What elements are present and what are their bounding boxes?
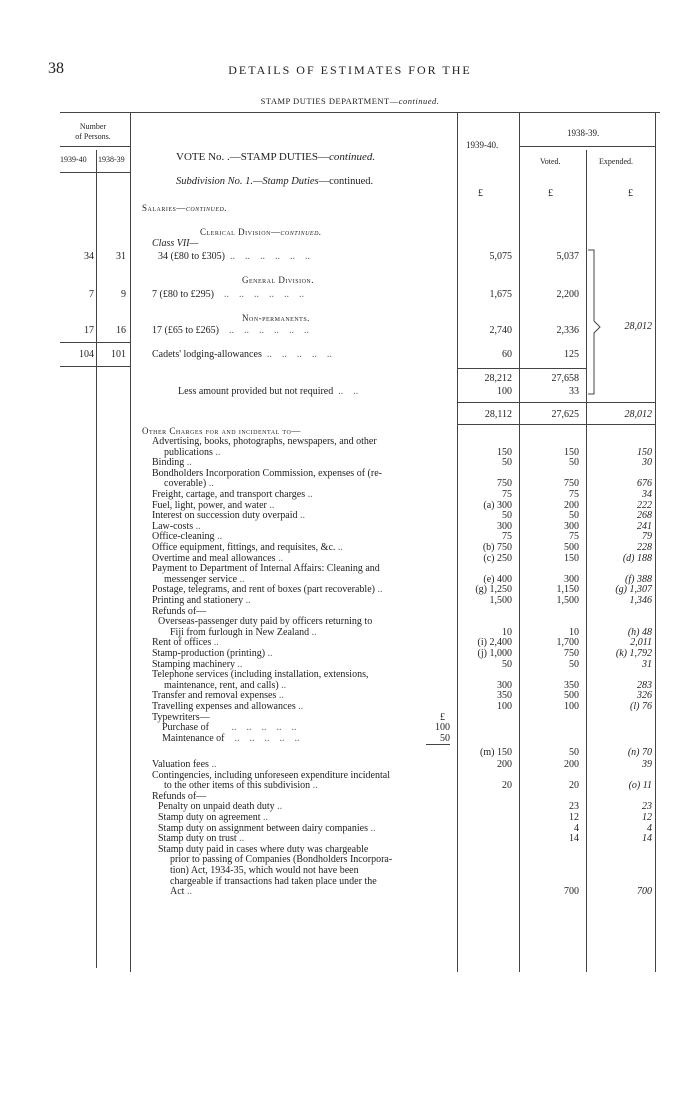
salaries-heading: Salaries—continued. [142, 203, 228, 213]
charge2-voted-0: 200 [564, 759, 579, 770]
charge-est-16: 50 [502, 658, 512, 670]
charge-label-6-0: Law-costs .. [152, 520, 201, 532]
charge-exp-15: (k) 1,792 [615, 648, 652, 659]
charge-exp-7: 79 [642, 531, 652, 543]
charge-est-8: (b) 750 [482, 542, 512, 553]
charge-est-7: 75 [502, 531, 512, 543]
staff-34-voted: 5,037 [556, 251, 579, 262]
charge2-voted-4: 4 [574, 822, 579, 834]
charge-label-5-0: Interest on succession duty overpaid .. [152, 510, 306, 522]
charge2-exp-0: 39 [642, 759, 652, 770]
typewriters-purchase: Purchase of .. .. .. .. .. [162, 722, 297, 734]
charge2-exp-6: 700 [637, 886, 652, 898]
charge-exp-5: 268 [637, 510, 652, 522]
page-number: 38 [48, 60, 64, 77]
prev-rule [519, 146, 655, 147]
charge-label-14-0: Rent of offices .. [152, 637, 219, 649]
col-rule-3 [457, 112, 458, 972]
total-exp: 28,012 [624, 409, 652, 420]
charge-label-3-0: Freight, cartage, and transport charges .. [152, 489, 313, 500]
charge-voted-3: 75 [569, 489, 579, 500]
staff-34-label: 34 (£80 to £305) .. .. .. .. .. .. [158, 251, 310, 262]
charge-voted-13: 10 [569, 626, 579, 638]
charge-est-10: (e) 400 [483, 573, 512, 585]
typewriters-voted: 50 [569, 747, 579, 759]
charge-exp-14: 2,011 [630, 637, 652, 649]
charge-exp-17: 283 [637, 679, 652, 691]
persons-header: Number of Persons. [75, 122, 111, 141]
subtotal-rule [457, 368, 587, 369]
charge-label-10-0: Payment to Department of Internal Affairs: Cleaning and [152, 563, 380, 575]
charge-exp-12: 1,346 [629, 595, 652, 606]
charge-label-7-0: Office-cleaning .. [152, 531, 223, 543]
staff-rule [60, 342, 130, 343]
charge-exp-2: 676 [637, 478, 652, 490]
charge-label-10-1: messenger service .. [164, 573, 245, 585]
charge-est-11: (g) 1,250 [475, 584, 512, 596]
typewriters-maintenance: Maintenance of .. .. .. .. .. [162, 732, 300, 744]
charge2-label-6-3: chargeable if transactions had taken place under the [170, 875, 377, 887]
charge-voted-14: 1,700 [556, 637, 579, 649]
charge-voted-17: 350 [564, 679, 579, 691]
cadets-est: 60 [502, 349, 512, 360]
charge-label-17-0: Telephone services (including installation, extensions, [152, 669, 369, 681]
vote-heading: VOTE No. .—STAMP DUTIES—continued. [176, 151, 376, 163]
charge-exp-6: 241 [637, 520, 652, 532]
col-estimate: 1939-40. [466, 140, 499, 150]
charge-exp-10: (f) 388 [625, 573, 652, 585]
charge2-label-3-0: Stamp duty on agreement .. [158, 812, 268, 823]
charge-voted-12: 1,500 [556, 595, 579, 606]
col-rule-2 [130, 112, 131, 972]
charge2-exp-5: 14 [642, 833, 652, 845]
charge-label-2-1: coverable) .. [164, 478, 214, 490]
charge-exp-0: 150 [637, 446, 652, 458]
staff-total-a: 104 [79, 349, 94, 360]
charge-exp-11: (g) 1,307 [615, 584, 652, 596]
charge-est-2: 750 [497, 478, 512, 490]
charge-voted-5: 50 [569, 510, 579, 522]
staff-17-label: 17 (£65 to £265) .. .. .. .. .. .. [152, 325, 309, 336]
typewriters-pound: £ [440, 711, 445, 723]
charge2-voted-2: 23 [569, 801, 579, 813]
staff-7-label: 7 (£80 to £295) .. .. .. .. .. .. [152, 289, 304, 300]
charge2-label-6-2: tion) Act, 1934-35, which would not have been [170, 865, 359, 876]
charge-voted-8: 500 [564, 542, 579, 553]
charge-voted-19: 100 [564, 701, 579, 712]
charge-label-16-0: Stamping machinery .. [152, 658, 243, 670]
typewriters-est: (m) 150 [480, 747, 512, 759]
charge-est-0: 150 [497, 446, 512, 458]
charge-voted-7: 75 [569, 531, 579, 543]
charge-exp-16: 31 [642, 658, 652, 670]
class-vii: Class VII— [152, 238, 199, 249]
charge-label-2-0: Bondholders Incorporation Commission, expenses of (re- [152, 467, 382, 479]
charge-label-19-0: Travelling expenses and allowances .. [152, 701, 304, 712]
staff-34-est: 5,075 [489, 251, 512, 262]
charge-est-6: 300 [497, 520, 512, 532]
col-rule-1 [96, 150, 97, 968]
charge-exp-8: 228 [637, 542, 652, 553]
charge2-exp-1: (o) 11 [628, 780, 652, 792]
charge-est-1: 50 [502, 457, 512, 469]
charge2-label-5-0: Stamp duty on trust .. [158, 833, 245, 845]
charge2-voted-1: 20 [569, 780, 579, 792]
staff-34-a: 34 [84, 251, 94, 262]
charge2-est-1: 20 [502, 780, 512, 792]
staff-17-b: 16 [116, 325, 126, 336]
subdivision-heading: Subdivision No. 1.—Stamp Duties—continued. [176, 176, 374, 187]
charge-est-17: 300 [497, 679, 512, 691]
charge-label-0-1: publications .. [164, 446, 221, 458]
staff-17-voted: 2,336 [556, 325, 579, 336]
subtotal-est: 28,212 [484, 373, 512, 384]
charge-label-8-0: Office equipment, fittings, and requisites, &c. .. [152, 542, 343, 553]
typewriters-heading: Typewriters— [152, 711, 210, 723]
charge-est-3: 75 [502, 489, 512, 500]
charge-exp-13: (h) 48 [627, 626, 652, 638]
charge-voted-2: 750 [564, 478, 579, 490]
typewriters-maintenance-value: 50 [440, 732, 450, 744]
charge-label-12-0: Printing and stationery .. [152, 595, 251, 606]
col-voted: Voted. [540, 157, 561, 166]
charge2-exp-4: 4 [647, 822, 652, 834]
cadets-voted: 125 [564, 349, 579, 360]
charge-exp-3: 34 [642, 489, 652, 500]
charge-voted-15: 750 [564, 648, 579, 659]
total-rule [457, 402, 655, 403]
charge-est-19: 100 [497, 701, 512, 712]
charge-label-13-0: Refunds of— [152, 605, 207, 617]
cadets-label: Cadets' lodging-allowances .. .. .. .. .. [152, 349, 332, 360]
charge-label-11-0: Postage, telegrams, and rent of boxes (part recoverable) .. [152, 584, 383, 596]
charge-label-15-0: Stamp-production (printing) .. [152, 648, 273, 659]
charge-voted-16: 50 [569, 658, 579, 670]
less-est: 100 [497, 386, 512, 397]
col-prev-year: 1938-39. [567, 128, 600, 138]
charge2-exp-3: 12 [642, 812, 652, 823]
clerical-heading: Clerical Division—continued. [200, 227, 322, 237]
charge-est-9: (c) 250 [483, 552, 512, 564]
persons-rule [60, 146, 130, 147]
charge-label-9-0: Overtime and meal allowances .. [152, 552, 284, 564]
persons-rule-2 [60, 172, 130, 173]
charge-label-0-0: Advertising, books, photographs, newspapers, and other [152, 436, 377, 447]
table-top-rule [60, 112, 660, 113]
charge-exp-4: 222 [637, 499, 652, 511]
typewriters-expended: (n) 70 [627, 747, 652, 759]
section-subtitle: STAMP DUTIES DEPARTMENT—continued. [260, 96, 440, 106]
charge-voted-11: 1,150 [556, 584, 579, 596]
staff-7-voted: 2,200 [556, 289, 579, 300]
charge-label-13-1: Overseas-passenger duty paid by officers returning to [158, 616, 373, 628]
staff-17-a: 17 [84, 325, 94, 336]
charge-est-18: 350 [497, 690, 512, 702]
col-1938-39: 1938-39 [98, 155, 125, 164]
charge-exp-1: 30 [642, 457, 652, 469]
total-rule-2 [457, 424, 655, 425]
charge-label-1-0: Binding .. [152, 457, 192, 469]
pound-sign-est: £ [478, 188, 483, 199]
charge2-voted-6: 700 [564, 886, 579, 898]
charge2-label-4-0: Stamp duty on assignment between dairy companies .. [158, 822, 376, 834]
charge-est-14: (i) 2,400 [477, 637, 512, 649]
charge2-label-6-1: prior to passing of Companies (Bondholders Incorpora- [170, 854, 393, 866]
charge-voted-0: 150 [564, 446, 579, 458]
typewriters-rule [426, 744, 450, 745]
staff-7-est: 1,675 [489, 289, 512, 300]
charge-voted-1: 50 [569, 457, 579, 469]
pound-sign-exp: £ [628, 188, 633, 199]
charge-est-12: 1,500 [489, 595, 512, 606]
typewriters-purchase-value: 100 [435, 722, 450, 734]
page-title: DETAILS OF ESTIMATES FOR THE [228, 63, 472, 77]
staff-34-b: 31 [116, 251, 126, 262]
charge2-label-6-4: Act .. [170, 886, 192, 898]
staff-expended: 28,012 [624, 321, 652, 332]
charge-exp-18: 326 [637, 690, 652, 702]
charge-voted-6: 300 [564, 520, 579, 532]
staff-7-b: 9 [121, 289, 126, 300]
charge-voted-10: 300 [564, 573, 579, 585]
less-voted: 33 [569, 386, 579, 397]
charge-label-17-1: maintenance, rent, and calls) .. [164, 679, 287, 691]
charge-est-13: 10 [502, 626, 512, 638]
charge-est-5: 50 [502, 510, 512, 522]
other-charges-heading: Other Charges for and incidental to— [142, 426, 301, 436]
charge-voted-4: 200 [564, 499, 579, 511]
charge-exp-19: (l) 76 [630, 701, 652, 712]
col-rule-6 [655, 112, 656, 972]
nonperm-heading: Non-permanents. [242, 313, 310, 323]
col-expended: Expended. [599, 157, 633, 166]
charge-label-13-2: Fiji from furlough in New Zealand .. [170, 626, 317, 638]
staff-rule-2 [60, 366, 130, 367]
less-label: Less amount provided but not required .. .. [178, 386, 359, 397]
charge-exp-9: (d) 188 [622, 552, 652, 564]
charge2-label-1-0: Contingencies, including unforeseen expenditure incidental [152, 769, 390, 781]
col-1939-40: 1939-40 [60, 155, 87, 164]
charge2-voted-5: 14 [569, 833, 579, 845]
staff-total-b: 101 [111, 349, 126, 360]
charge2-label-0-0: Valuation fees .. [152, 759, 217, 770]
charge-est-15: (j) 1,000 [477, 648, 512, 659]
charge2-voted-3: 12 [569, 812, 579, 823]
subtotal-voted: 27,658 [551, 373, 579, 384]
charge2-label-2-0: Refunds of— [152, 790, 207, 802]
charge2-label-1-1: to the other items of this subdivision .. [164, 780, 318, 792]
charge-est-4: (a) 300 [483, 499, 512, 511]
charge2-label-6-0: Stamp duty paid in cases where duty was chargeable [158, 843, 369, 855]
charge2-est-0: 200 [497, 759, 512, 770]
col-rule-4 [519, 112, 520, 972]
total-voted: 27,625 [551, 409, 579, 420]
total-est: 28,112 [484, 409, 512, 420]
pound-sign-voted: £ [548, 188, 553, 199]
general-heading: General Division. [242, 275, 314, 285]
charge-label-4-0: Fuel, light, power, and water .. [152, 499, 275, 511]
charge2-label-2-1: Penalty on unpaid death duty .. [158, 801, 283, 813]
charge-voted-9: 150 [564, 552, 579, 564]
staff-7-a: 7 [89, 289, 94, 300]
charge2-exp-2: 23 [642, 801, 652, 813]
staff-17-est: 2,740 [489, 325, 512, 336]
charge-voted-18: 500 [564, 690, 579, 702]
charge-label-18-0: Transfer and removal expenses .. [152, 690, 284, 702]
